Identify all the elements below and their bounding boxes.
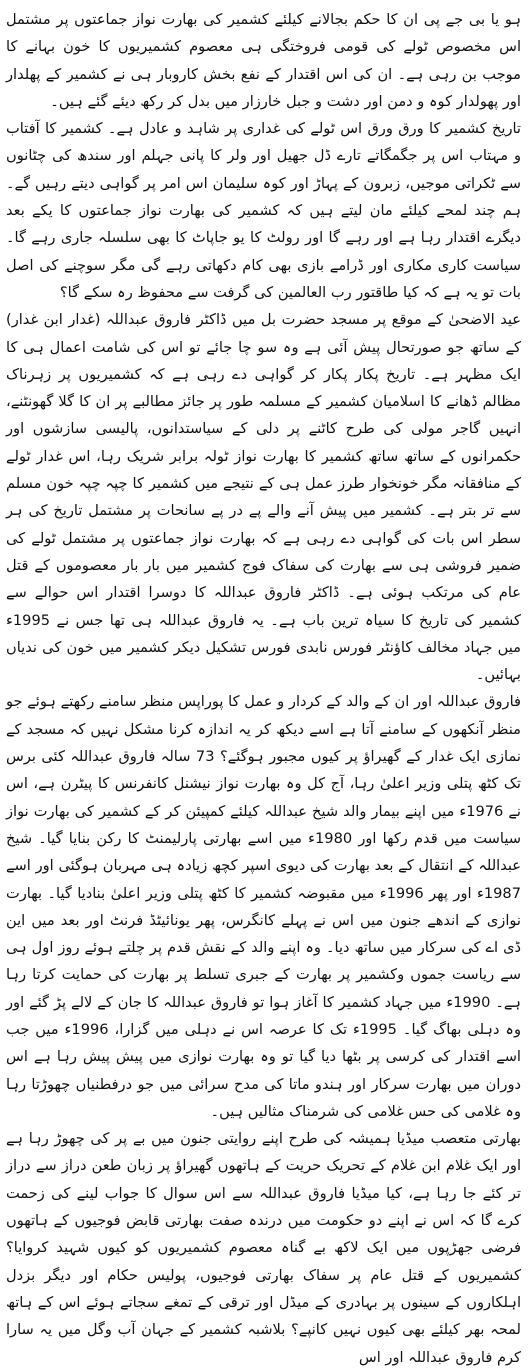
article-paragraph: تاریخ کشمیر کا ورق ورق اس ٹولے کی غداری پر شاہد و عادل ہے۔ کشمیر کا آفتاب و مہتاب اس پر جگمگاتے تارے ڈل جھیل اور ولر کا پانی جہلم اور سندھ کی چٹانوں سے ٹکراتی موجیں، زبرون کے پہاڑ اور کوہ سلیمان اس امر پر گواہی دیتے رہیں گے۔ ہم چند لمحے کیلئے مان لیتے ہیں کہ کشمیر کی بھارت نواز جماعتوں کا یکے بعد دیگرے اقتدار رہا ہے اور رہے گا اور رولٹ کا یو جاپاٹ کا بھی سلسلہ جاری رہے گا۔ سیاست کاری مکاری اور ڈرامے بازی بھی کام دکھاتی رہے گی مگر سوچنے کی اصل بات تو یہ ہے کہ کیا طاقتور رب العالمین کی گرفت سے محفوظ رہ سکے گا؟	[6, 120, 521, 301]
article-paragraph: بھارتی متعصب میڈیا ہمیشہ کی طرح اپنے روایتی جنون میں بے پر کی چھوڑ رہا ہے اور ایک غلام ابن غلام کے تحریک حریت کے ہاتھوں گھیراؤ پر زبان طعن دراز سے دراز تر کئے جا رہا ہے، کیا میڈیا فاروق عبداللہ سے اس سوال کا جواب لینے کی زحمت کرے گا کہ اس نے اپنے دو حکومت میں درندہ صفت بھارتی قابض فوجیوں کے ہاتھوں فرضی جھڑپوں میں ایک لاکھ بے گناہ معصوم کشمیریوں کو کیوں شہید کروایا؟ کشمیریوں کے قتل عام پر سفاک بھارتی فوجیوں، پولیس حکام اور دیگر بزدل اہلکاروں کے سینوں پر بہادری کے میڈل اور ترقی کے تمغے سجاتے ہوئے اس کے ہاتھ لمحہ بھر کیلئے بھی کیوں نہیں کانپے؟ بلاشبہ کشمیر کے جہان آب وگل میں یہ سارا کرم فاروق عبداللہ اور اس	[6, 1130, 521, 1366]
article-paragraph: عید الاضحیٰ کے موقع پر مسجد حضرت بل میں ڈاکٹر فاروق عبداللہ (غدار ابن غدار) کے ساتھ جو صورتحال پیش آئی ہے وہ سو چا جائے تو اس کی شامت اعمال ہی کا ایک مظہر ہے۔ تاریخ پکار پکار کر گواہی دے رہی ہے کہ کشمیریوں پر زہرناک مظالم ڈھانے کا اسلامیان کشمیر کے مسلمہ طور پر جائز مطالبے پر ان کا گلا گھونٹنے، انہیں گاجر مولی کی طرح کاٹنے پر دلی کے سیاستدانوں، پالیسی سازشوں اور حکمرانوں کے ساتھ ساتھ کشمیر کا بھارت نواز ٹولہ برابر شریک رہا، اس غدار ٹولے کے منافقانہ مگر خونخوار طرز عمل ہی کے نتیجے میں کشمیر کا چپہ چپہ خون مسلم سے تر بتر ہے۔ کشمیر میں پیش آنے والے پے در پے سانحات پر مشتمل تاریخ کی ہر سطر اس بات کی گواہی دے رہی ہے کہ بھارت نواز جماعتوں پر مشتمل ٹولے کی ضمیر فروشی ہی سے بھارت کی سفاک فوج کشمیر میں بار بار معصوموں کے قتل عام کی مرتکب ہوئی ہے۔ ڈاکٹر فاروق عبداللہ کا دوسرا اقتدار اس حوالے سے کشمیر کی تاریخ کا سیاہ ترین باب ہے۔ یہ فاروق عبداللہ ہی تھا جس نے 1995ء میں جہاد مخالف کاؤنٹر فورس نابدی فورس تشکیل دیکر کشمیر میں خون کی ندیاں بہائیں۔	[6, 311, 521, 684]
article-paragraph: فاروق عبداللہ اور ان کے والد کے کردار و عمل کا پوراپس منظر سامنے رکھتے ہوئے جو منظر آنکھوں کے سامنے آتا ہے اسے دیکھ کر یہ اندازہ کرنا مشکل نہیں کہ مسجد کے نمازی ایک غدار کے گھیراؤ پر کیوں مجبور ہوگئے؟ 73 سالہ فاروق عبداللہ کئی برس تک کٹھ پتلی وزیر اعلیٰ رہا، آج کل وہ بھارت نواز نیشنل کانفرنس کا پیٹرن ہے، اس نے 1976ء میں اپنے بیمار والد شیخ عبداللہ کیلئے کمپیئن کر کے کشمیر کی بھارت نواز سیاست میں قدم رکھا اور 1980ء میں اسے بھارتی پارلیمنٹ کا رکن بنایا گیا۔ شیخ عبداللہ کے انتقال کے بعد بھارت کی دیوی اسپر کچھ زیادہ ہی مہربان ہوگئی اور اسے 1987ء اور پھر 1996ء میں مقبوضہ کشمیر کا کٹھ پتلی وزیر اعلیٰ بنادیا گیا۔ بھارت نوازی کے اندھے جنون میں اس نے پہلے کانگرس، پھر یونائیٹڈ فرنٹ اور بعد میں این ڈی اے کی سرکار میں ساتھ دیا۔ وہ اپنے والد کے نقش قدم پر چلتے ہوئے روز اول ہی سے ریاست جموں وکشمیر پر بھارت کے جبری تسلط پر بھارت کی حمایت کرتا رہا ہے۔ 1990ء میں جہاد کشمیر کا آغاز ہوا تو فاروق عبداللہ کا جان کے لالے پڑ گئے اور وہ دہلی بھاگ گیا۔ 1995ء تک کا عرصہ اس نے دہلی میں گزارا، 1996ء میں جب اسے اقتدار کی کرسی پر بٹھا دیا گیا تو وہ بھارت نوازی میں پیش پیش رہا ہے اس دوران میں بھارت سرکار اور ہندو ماتا کی مدح سرائی میں جو درفطنیاں چھوڑتا رہا وہ غلامی کی حس غلامی کی شرمناک مثالیں ہیں۔	[6, 693, 521, 1120]
article-paragraph: ہو یا بی جے پی ان کا حکم بجالانے کیلئے کشمیر کی بھارت نواز جماعتوں پر مشتمل اس مخصوص ٹولے کی قومی فروختگی ہی معصوم کشمیریوں کا خون بہانے کا موجب بن رہی ہے۔ ان کی اس اقتدار کے نفع بخش کاروبار ہی نے کشمیر کے پھلدار اور پھولدار کوہ و دمن اور دشت و جبل خارزار میں بدل کر رکھ دیئے گئے ہیں۔	[6, 11, 521, 110]
